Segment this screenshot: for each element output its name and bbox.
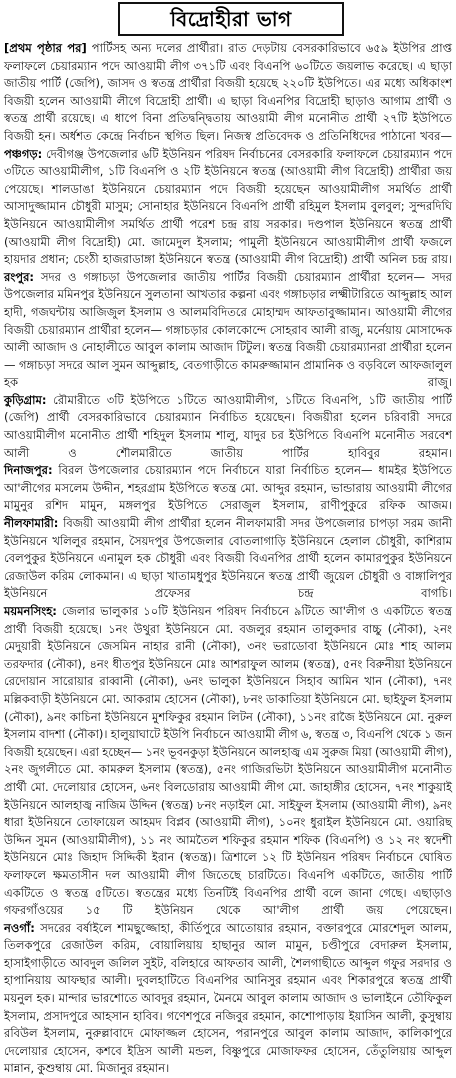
paragraph-text: সদর ও গঙ্গাচড়া উপজেলার জাতীয় পার্টির বিজয়ী চেয়ারম্যান প্রার্থীরা হলেন— সদর উপজেলার মমিনপুর ইউনিয়নে সুলতানা আখতার কল্পনা এবং গঙ্গাচড়ার লক্ষ্মীটারিতে আব্দুল্লাহ আল হাদী, গজঘন্টায় আজিজুল ইসলাম ও আলমবিদিতরে মোহাম্মদ আফতাবুজ্জামান। আওয়ামী লীগের বিজয়ী চেয়ারম্যান প্রার্থীরা হলেন— গঙ্গাচড়ার কোলকোন্দে সোহরাব আলী রাজু, মর্নেয়ায় মোসাদ্দেক আলী আজাদ ও নোহালীতে আবুল কালাম আজাদ টিটুল। স্বতন্ত্র বিজয়ী চেয়ারম্যানরা প্রার্থীরা হলেন— গঙ্গাচড়া সদরে আল সুমন আব্দুল্লাহ, বেতগাড়ীতে কামরুজ্জামান প্রামানিক ও বড়বিলে আফজালুল হক রাজু। [4, 269, 452, 390]
paragraph-mymensingh [4, 603, 452, 920]
place-label: ময়মনসিংহ: [4, 604, 57, 618]
paragraph-panchagarh [4, 146, 452, 269]
place-label: পঞ্চগড়: [4, 146, 43, 161]
paragraph-nilphamari [4, 515, 452, 603]
place-label: নওগাঁ: [4, 920, 35, 935]
paragraph-text: বিরল উপজেলার চেয়ারম্যান পদে নির্বাচনে যারা নির্বাচিত হলেন— ধামইর ইউপিতে আ'লীগের মসলেম উদ্দীন, শহরগ্রাম ইউপিতে স্বতন্ত্র মো. আব্দুর রহমান, ভান্ডারায় আওয়ামী লীগের মামুনুর রশিদ মামুন, মঙ্গলপুর ইউপিতে সেরাজুল ইসলাম, রাণীপুকুরে রফিক আজম। [4, 463, 452, 513]
paragraph-text: দেবীগঞ্জ উপজেলার ৬টি ইউনিয়ন পরিষদ নির্বাচনের বেসরকারি ফলাফলে চেয়ারম্যান পদে ৩টিতে আওয়ামীলীগ, ১টি বিএনপি ও ২টি ইউনিয়নে স্বতন্ত্র (আওয়ামী লীগ বিদ্রোহী) প্রার্থীরা জয় পেয়েছে। শালডাঙা ইউনিয়নে চেয়ারম্যান পদে বিজয়ী হয়েছেন আওয়ামীলীগ সমর্থিত প্রার্থী আসাদুজ্জামান চৌধুরী মাসুম; সোনাহার ইউনিয়নে বিএনপি প্রার্থী রহিমুল ইসলাম বুলবুল; সুন্দরদিঘি ইউনিয়নে আওয়ামীলীগ সমর্থিত প্রার্থী পরেশ চন্দ্র রায় সরকার। দণ্ডপাল ইউনিয়নে স্বতন্ত্র প্রার্থী (আওয়ামী লীগ বিদ্রোহী) মো. জামেদুল ইসলাম; পামুলী ইউনিয়নে আওয়ামীলীগ প্রার্থী ফজলে হায়দার প্রধান; চেংঠী হাজরাডাঙ্গা ইউনিয়নে স্বতন্ত্র (আওয়ামী লীগ বিদ্রোহী) প্রার্থী অনিল চন্দ্র রায়। [4, 146, 452, 267]
place-label: নীলফামারী: [4, 516, 59, 531]
paragraph-intro [4, 40, 452, 146]
place-label: রংপুর: [4, 269, 35, 284]
paragraph-text: জেলার ভালুকার ১০টি ইউনিয়ন পরিষদ নির্বাচনে ৯টিতে আ'লীগ ও একটিতে স্বতন্ত্র প্রার্থী বিজয়ী হয়েছে। ১নং উথুরা ইউনিয়নে মো. বজলুর রহমান তালুকদার বাচ্চু (নৌকা), ২নং মেদুয়ারী ইউনিয়নে জেসমিন নাহার রানী (নৌকা), ৩নং ভরাডোবা ইউনিয়নে মোঃ শাহ আলম তরফদার (নৌকা), ৪নং ধীতপুর ইউনিয়নে মোঃ আশরাফুল আলম (স্বতন্ত্র), ৫নং বিরুনীয়া ইউনিয়নে রেদোয়ান সারোয়ার রাব্বানী (নৌকা), ৬নং ভালুকা ইউনিয়নে সিহাব আমিন খান (নৌকা), ৭নং মল্লিকবাড়ী ইউনিয়নে মো. আকরাম হোসেন (নৌকা), ৮নং ডাকাতিয়া ইউনিয়নে মো. ছাইফুল ইসলাম (নৌকা), ৯নং কাচিনা ইউনিয়নে মুশফিকুর রহমান লিটন (নৌকা), ১১নং রাজৈ ইউনিয়নে মো. নুরুল ইসলাম বাদশা (নৌকা)। হালুয়াঘাটে ইউপি নির্বাচনে আওয়ামী লীগ ৬, স্বতন্ত্র ৩, বিএনপি থেকে ১ জন বিজয়ী হয়েছেন। এরা হচ্ছেন— ১নং ভূবনকুড়া ইউনিয়নে আলহাজ্ব এম সুরুজ মিয়া (আওয়ামী লীগ), ২নং জুগলীতে মো. কামরুল ইসলাম (স্বতন্ত্র), ৫নং গাজিরভিটা ইউনিয়নে আওয়ামীলীগ মনোনীত প্রার্থী মো. দেলোয়ার হোসেন, ৬নং বিলডোরায় আওয়ামী লীগ মো. জাহাঙ্গীর হোসেন, ৭নং শাকুয়াই ইউনিয়নে আলহাজ্ব নাজিম উদ্দিন (স্বতন্ত্র) ৮নং নড়াইল মো. সাইফুল ইসলাম (আওয়ামী লীগ), ৯নং ধারা ইউনিয়নে তোফায়েল আহমদ বিপ্লব (আওয়ামী লীগ), ১০নং ধুরাইল ইউনিয়নে মো. ওয়ারিছ উদ্দিন সুমন (আওয়ামীলীগ), ১১ নং আমতৈল শফিকুর রহমান শফিক (বিএনপি) ও ১২ নং স্বদেশী ইউনিয়নে মোঃ জিহাদ সিদ্দিকী ইরান (স্বতন্ত্র)। ত্রিশালে ১২ টি ইউনিয়ন পরিষদ নির্বাচনে ঘোষিত ফলাফলে ক্ষমতাসীন দল আওয়ামী লীগ জিতেছে চারটিতে। বিএনপি একটিতে, জাতীয় পার্টি একটিতে ও স্বতন্ত্র ৫টিতে। স্বতন্ত্রের মধ্যে তিনটিই বিএনপির প্রার্থী বলে জানা গেছে। এছাড়াও গফরগাঁওয়ের ১৫ টি ইউনিয়ন থেকে আ'লীগ প্রার্থী জয় পেয়েছেন। [4, 604, 452, 918]
paragraph-naogaon [4, 920, 452, 1078]
paragraph-text: বিজয়ী আওয়ামী লীগ প্রার্থীরা হলেন নীলফামারী সদর উপজেলার চাপড়া সরম জানী ইউনিয়নে খলিলুর রহমান, সৈয়দপুর উপজেলার বোতলাগাড়ি ইউনিয়নে হেলাল চৌধুরী, কাশিরাম বেলপুকুর ইউনিয়নে এনামুল হক চৌধুরী এবং বিজয়ী বিএনপির প্রার্থী হলেন কামারপুকুর ইউনিয়নে রেজাউল করিম লোকমান। এ ছাড়া খাতামধুপুর ইউনিয়নে স্বতন্ত্র প্রার্থী জুয়েল চৌধুরী ও বাঙ্গালিপুর ইউনিয়নে প্রফেসর চন্দ্র বাগচি। [4, 516, 452, 601]
paragraph-dinajpur [4, 462, 452, 515]
article-body [4, 40, 452, 1076]
headline: বিদ্রোহীরা ভাগ [170, 7, 292, 31]
paragraph-kurigram [4, 392, 452, 462]
paragraph-text: পার্টিসহ অন্য দলের প্রার্থীরা। রাত দেড়টায় বেসরকারিভাবে ৬৫৯ ইউপির প্রাপ্ত ফলাফলে চেয়ারম্যান পদে আওয়ামী লীগ ৩৭১টি এবং বিএনপি ৬০টিতে জয়লাভ করেছে। এ ছাড়া জাতীয় পার্টি (জেপি), জাসদ ও স্বতন্ত্র প্রার্থীরা বিজয়ী হয়েছে ২২০টি ইউপিতে। এর মধ্যে অধিকাংশ বিজয়ী হলেন আওয়ামী লীগে বিদ্রোহী প্রার্থী। এ ছাড়া বিএনপির বিদ্রোহী ছাড়াও আগাম প্রার্থী ও স্বতন্ত্র প্রার্থী রয়েছে। এ ধাপে বিনা প্রতিদ্বন্দ্বিতায় আওয়ামী লীগ মনোনীত প্রার্থী ২৭টি ইউপিতে বিজয়ী হন। অর্ধশত কেন্দ্রে নির্বাচন স্থগিত ছিল। নিজস্ব প্রতিবেদক ও প্রতিনিধিদের পাঠানো খবর— [4, 41, 452, 143]
paragraph-text: সদরের বর্ষাইলে শামছুজ্জোহা, কীর্তিপুরে আতোয়ার রহমান, বক্তারপুরে মোরশেদুল আলম, তিলকপুরে রেজাউল করিম, বোয়ালিয়ায় হাছানুর আল মামুন, চণ্ডীপুরে বেদারুল ইসলাম, হাসাইগাড়ীতে আবদুল জলিল সুইট, বলিহারে আফতাব আলী, শৈলগাছীতে আব্দুল গফুর সরদার ও হাপানিয়ায় আফছার আলী। দুবলহাটিতে বিএনপির আনিসুর রহমান এবং শিকারপুরে স্বতন্ত্র প্রার্থী ময়নুল হক। মান্দার ভারশোতে আবদুর রহমান, মৈনমে আবুল কালাম আজাদ ও ভালাইনে তৌফিকুল ইসলাম, প্রসাদপুরে আহসান হাবিব। গণেশপুরে নজিবুর রহমান, কাশোপাড়ায় ইয়াসিন আলী, কুসুম্বায় রবিউল ইসলাম, নুরুল্লাবাদে মোফাজ্জল হোসেন, পরানপুরে আবুল কালাম আজাদ, কালিকাপুরে দেলোয়ার হোসেন, কশবে ইদ্রিস আলী মন্ডল, বিষ্ণুপুরে মোজাফফর হোসেন, তেঁতুলিয়ায় আব্দুল মান্নান, কুশুম্বায় মো. মিজানুর রহমান। [4, 920, 452, 1076]
place-label: দিনাজপুর: [4, 463, 53, 478]
continuation-marker: [প্রথম পৃষ্ঠার পর] [4, 41, 87, 55]
paragraph-rangpur [4, 269, 452, 392]
place-label: কুড়িগ্রাম: [4, 392, 47, 407]
paragraph-text: রৌমারীতে ৩টি ইউপিতে ১টিতে আওয়ামীলীগ, ১টিতে বিএনপি, ১টি জাতীয় পার্টি (জেপি) প্রার্থী বেসরকারিভাবে চেয়ারম্যান নির্বাচিত হয়েছেন। বিজয়ীরা হলেন চরিবারী সদরে আওয়ামীলীগ মনোনীত প্রার্থী শহিদুল ইসলাম শালু, যাদুর চর ইউপিতে বিএনপি মনোনীত সরবেশ আলী ও শৌলমারীতে জাতীয় পার্টির হাবিবুর রহমান। [4, 392, 452, 460]
headline-box [118, 2, 344, 36]
